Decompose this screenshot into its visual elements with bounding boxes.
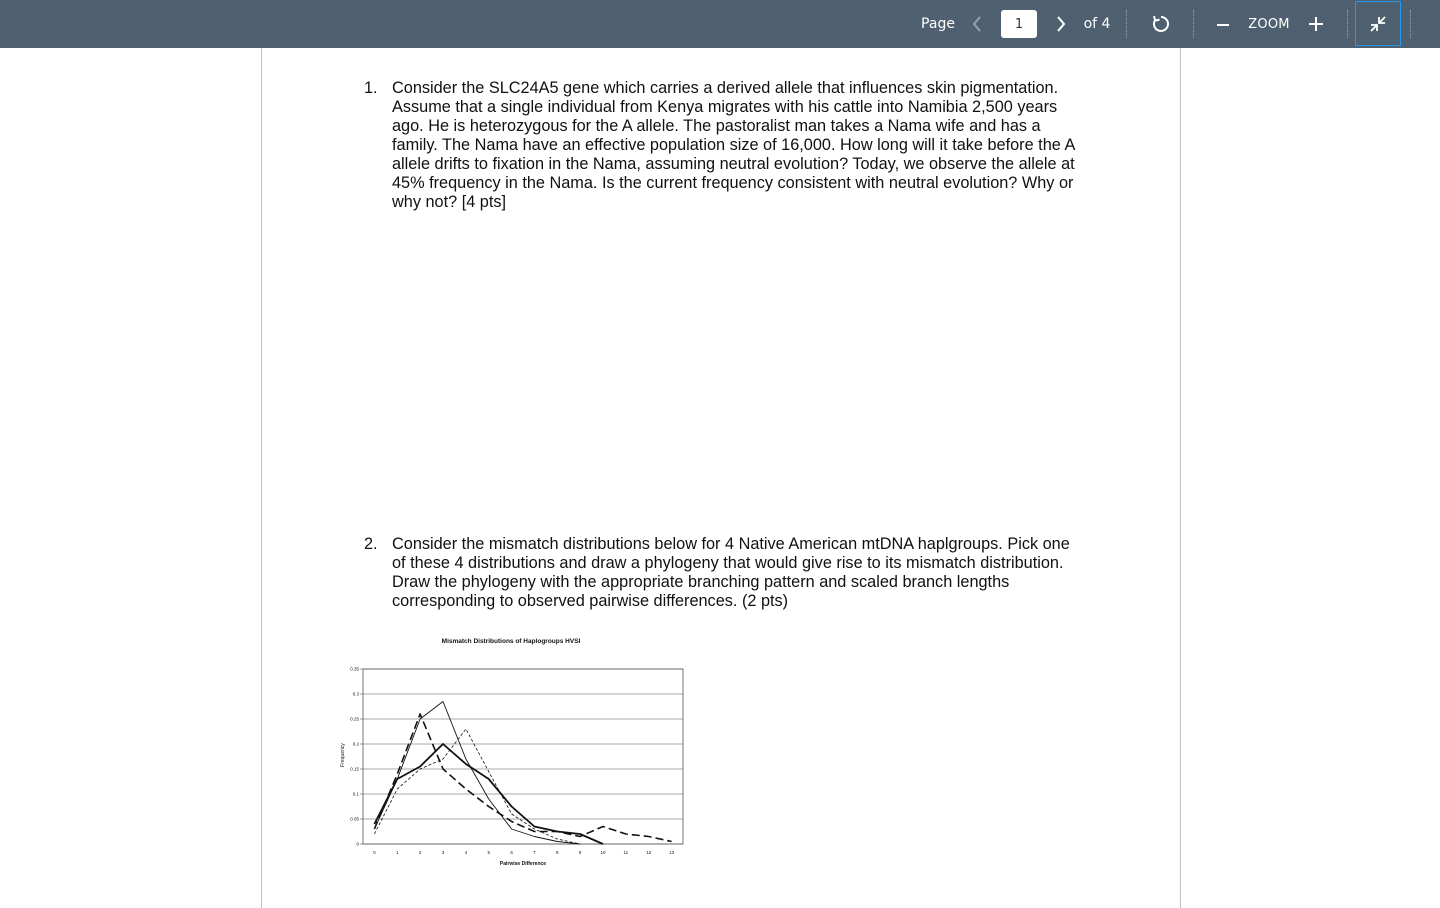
x-tick-label: 7: [533, 850, 536, 855]
x-tick-label: 9: [578, 850, 582, 855]
toolbar-divider: [1193, 10, 1194, 38]
plot-area: [363, 669, 683, 844]
y-tick-label: 0.35: [350, 666, 359, 672]
zoom-out-button[interactable]: [1208, 0, 1238, 48]
question-text: Consider the mismatch distributions below for 4 Native American mtDNA haplgroups. Pick one of these 4 distributions and draw a phylogeny that would give rise to its mismatch distribution. Draw the phylogeny with the appropriate branching pattern and scaled branch lengths corresponding to observed pairwise differences. (2 pts): [392, 535, 1070, 610]
next-page-button[interactable]: [1048, 0, 1074, 48]
x-tick-label: 8: [556, 850, 559, 855]
rotate-icon: [1151, 14, 1171, 34]
x-tick-label: 3: [441, 850, 445, 855]
zoom-label: ZOOM: [1248, 16, 1290, 32]
x-tick-label: 13: [669, 850, 675, 855]
chart-xlabel: Pairwise Difference: [499, 861, 547, 867]
x-tick-label: 10: [600, 850, 606, 855]
series-line-thin-solid: [374, 702, 580, 845]
y-tick-label: 0.2: [352, 741, 359, 747]
y-tick-label: 0.15: [350, 766, 359, 772]
toolbar-divider: [1410, 10, 1411, 38]
minus-icon: [1216, 17, 1230, 31]
document-toolbar: [0, 0, 1440, 48]
x-tick-label: 1: [396, 850, 399, 855]
total-pages-label: of 4: [1083, 16, 1111, 32]
y-tick-label: 0.1: [352, 791, 359, 797]
y-tick-label: 0.25: [350, 716, 359, 722]
chart-title: Mismatch Distributions of Haplogroups HVSI: [441, 638, 581, 645]
x-tick-label: 12: [646, 850, 652, 855]
toolbar-divider: [1347, 10, 1348, 38]
question-text: Consider the SLC24A5 gene which carries a derived allele that influences skin pigmentation. Assume that a single individual from Kenya migrates with his cattle into Namibia 2,500 years ago. He is heterozygous for the A allele. The pastoralist man takes a Nama wife and has a family. The Nama have an effective population size of 16,000. How long will it take before the A allele drifts to fixation in the Nama, assuming neutral evolution? Today, we observe the allele at 45% frequency in the Nama. Is the current frequency consistent with neutral evolution? Why or why not? [4 pts]: [392, 79, 1075, 211]
x-tick-label: 11: [623, 850, 629, 855]
exit-fullscreen-button[interactable]: [1355, 1, 1401, 46]
x-tick-label: 4: [464, 850, 468, 855]
question-number: 1.: [364, 79, 378, 97]
x-tick-label: 6: [510, 850, 513, 855]
collapse-icon: [1369, 15, 1387, 33]
mismatch-chart-svg: [334, 632, 694, 872]
x-tick-label: 5: [487, 850, 490, 855]
series-line-thin-dashed: [374, 729, 580, 844]
chart-ylabel: Frequency: [340, 743, 346, 767]
question-number: 2.: [364, 535, 378, 553]
page-number-input[interactable]: [1001, 10, 1037, 38]
rotate-button[interactable]: [1146, 0, 1176, 48]
page-label: Page: [921, 16, 955, 32]
plus-icon: [1308, 16, 1324, 32]
x-tick-label: 0: [373, 850, 376, 855]
mismatch-chart: [334, 632, 694, 877]
previous-page-button[interactable]: [964, 0, 990, 48]
toolbar-divider: [1126, 10, 1127, 38]
chevron-left-icon: [971, 15, 983, 33]
y-tick-label: 0.3: [352, 691, 359, 697]
x-tick-label: 2: [418, 850, 422, 855]
chevron-right-icon: [1055, 15, 1067, 33]
y-tick-label: 0: [356, 841, 359, 847]
y-tick-label: 0.05: [350, 816, 359, 822]
series-line-thick-dashed: [374, 714, 671, 842]
zoom-in-button[interactable]: [1300, 0, 1332, 48]
